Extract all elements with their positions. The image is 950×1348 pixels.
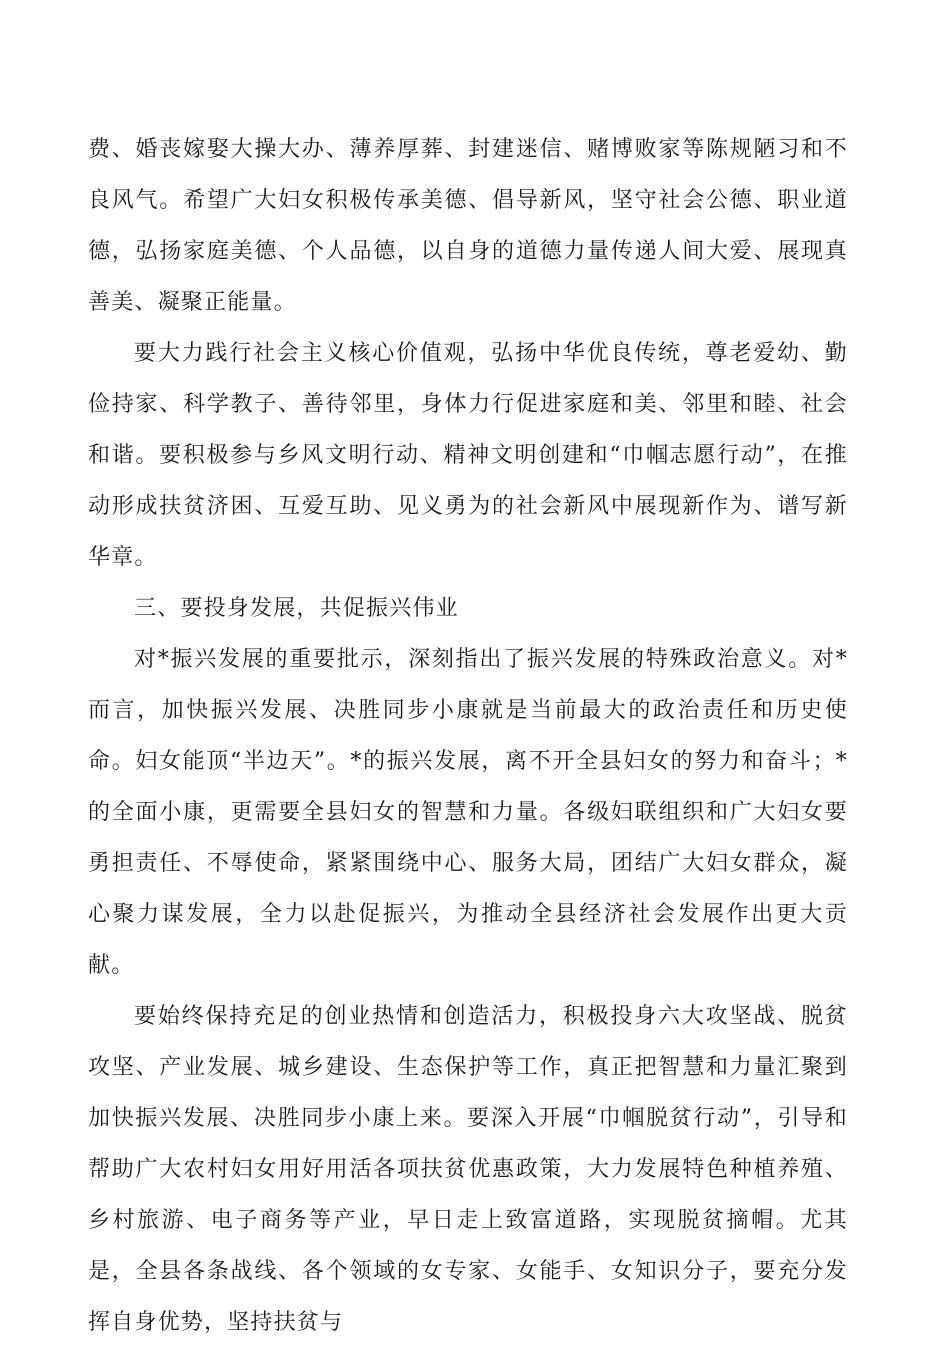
paragraph-core-values: 要大力践行社会主义核心价值观，弘扬中华优良传统，尊老爱幼、勤俭持家、科学教子、善待邻里，身体力行促进家庭和美、邻里和睦、社会和谐。要积极参与乡风文明行动、精神文明创建和“巾帼志愿行动”，在推动形成扶贫济困、互爱互助、见义勇为的社会新风中展现新作为、谱写新华章。: [88, 341, 848, 570]
section-heading: 三、要投身发展，共促振兴伟业: [134, 596, 459, 621]
document-body: [88, 124, 848, 1348]
paragraph-revitalization: 对*振兴发展的重要批示，深刻指出了振兴发展的特殊政治意义。对*而言，加快振兴发展、决胜同步小康就是当前最大的政治责任和历史使命。妇女能顶“半边天”。*的振兴发展，离不开全县妇女的努力和奋斗；*的全面小康，更需要全县妇女的智慧和力量。各级妇联组织和广大妇女要勇担责任、不辱使命，紧紧围绕中心、服务大局，团结广大妇女群众，凝心聚力谋发展，全力以赴促振兴，为推动全县经济社会发展作出更大贡献。: [88, 647, 848, 978]
paragraph-entrepreneurship: 要始终保持充足的创业热情和创造活力，积极投身六大攻坚战、脱贫攻坚、产业发展、城乡建设、生态保护等工作，真正把智慧和力量汇聚到加快振兴发展、决胜同步小康上来。要深入开展“巾帼脱贫行动”，引导和帮助广大农村妇女用好用活各项扶贫优惠政策，大力发展特色种植养殖、乡村旅游、电子商务等产业，早日走上致富道路，实现脱贫摘帽。尤其是，全县各条战线、各个领域的女专家、女能手、女知识分子，要充分发挥自身优势，坚持扶贫与: [88, 1004, 848, 1335]
paragraph-continuation: 费、婚丧嫁娶大操大办、薄养厚葬、封建迷信、赌博败家等陈规陋习和不良风气。希望广大妇女积极传承美德、倡导新风，坚守社会公德、职业道德，弘扬家庭美德、个人品德，以自身的道德力量传递人间大爱、展现真善美、凝聚正能量。: [88, 137, 848, 315]
